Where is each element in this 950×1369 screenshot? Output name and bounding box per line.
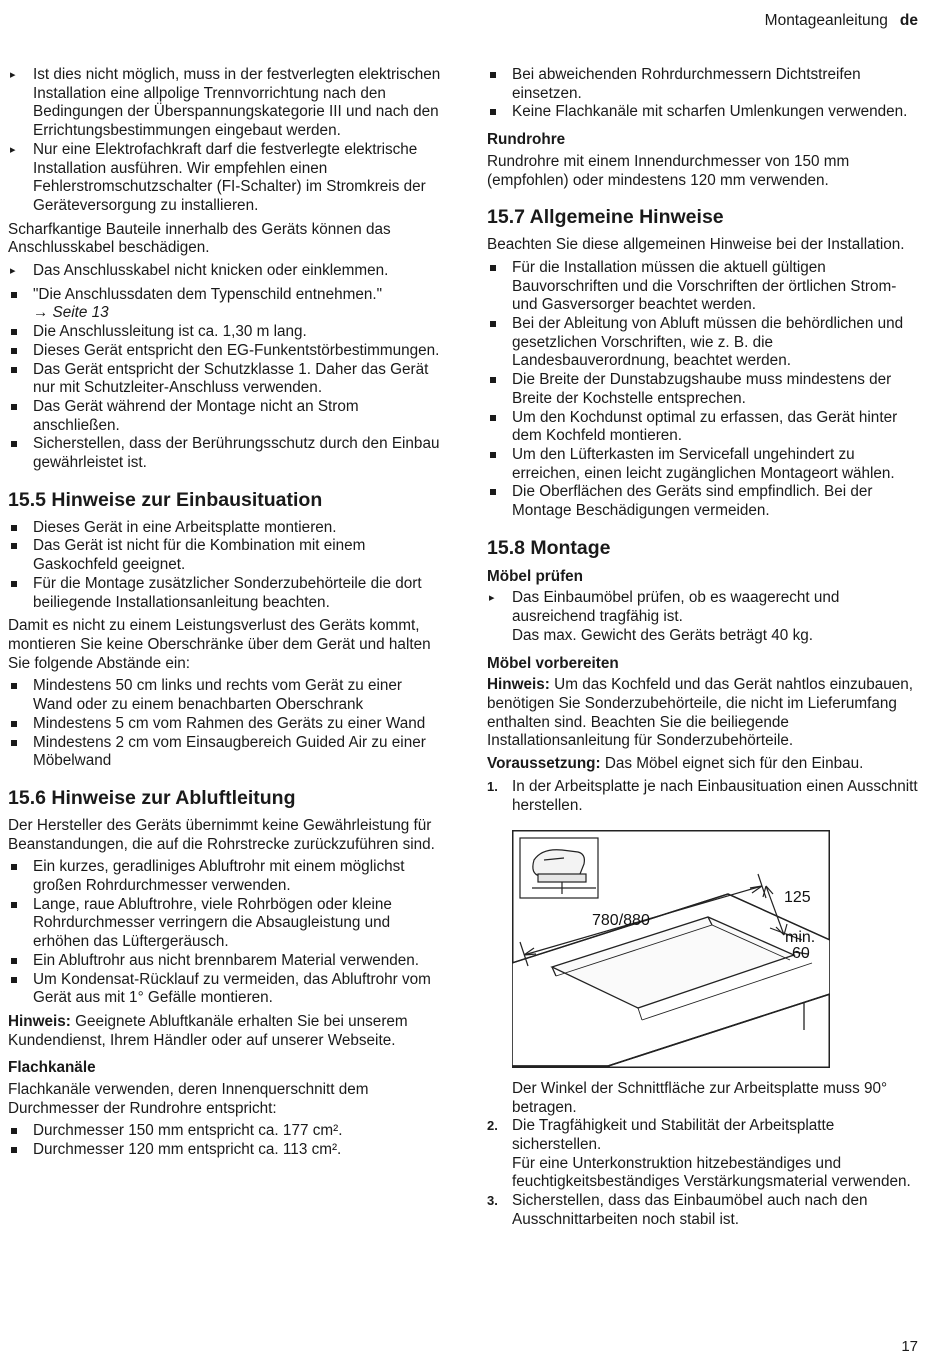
header-language: de xyxy=(899,12,918,29)
instruction-list xyxy=(487,589,921,645)
list-item-text: "Die Anschlussdaten dem Typenschild entnehmen." xyxy=(33,285,383,303)
prerequisite xyxy=(487,755,921,774)
list-item: Für die Installation müssen die aktuell gültigen Bauvorschriften und die Vorschriften der örtlichen Strom- und Gasversorger beachtet werden. xyxy=(487,259,921,315)
paragraph: Flachkanäle verwenden, deren Innenquerschnitt dem Durchmesser der Rundrohre entspricht: xyxy=(8,1081,369,1117)
list-item: Ein Abluftrohr aus nicht brennbarem Material verwenden. xyxy=(8,952,442,971)
list-item: Keine Flachkanäle mit scharfen Umlenkungen verwenden. xyxy=(487,103,921,122)
step-subtext: Für eine Unterkonstruktion hitzebeständiges und feuchtigkeitsbeständiges Verstärkungsmaterial verwenden. xyxy=(512,1154,911,1191)
bullet-list xyxy=(8,677,442,771)
list-item: Die Breite der Dunstabzugshaube muss mindestens der Breite der Kochstelle entsprechen. xyxy=(487,371,921,408)
list-item: Dieses Gerät in eine Arbeitsplatte montieren. xyxy=(8,519,442,538)
step-item xyxy=(487,1192,921,1229)
instruction-list xyxy=(8,66,442,216)
hint-paragraph xyxy=(8,1013,442,1050)
min-value-label: 60 xyxy=(792,945,810,963)
list-item: Bei abweichenden Rohrdurchmessern Dichtstreifen einsetzen. xyxy=(487,66,921,103)
section-heading-15-7: 15.7 Allgemeine Hinweise xyxy=(487,206,724,229)
subheading-flachkanaele: Flachkanäle xyxy=(8,1059,96,1077)
step-number: 3. xyxy=(487,1193,498,1209)
list-item: Um Kondensat-Rücklauf zu vermeiden, das Abluftrohr vom Gerät aus mit 1° Gefälle montieren. xyxy=(8,971,442,1008)
bullet-list xyxy=(8,858,442,1008)
hint-label: Hinweis: xyxy=(8,1012,71,1030)
bullet-list xyxy=(8,519,442,613)
header-title: Montageanleitung xyxy=(764,12,888,29)
instruction-list xyxy=(8,262,442,281)
section-heading-15-6: 15.6 Hinweise zur Abluftleitung xyxy=(8,786,296,809)
right-column xyxy=(487,66,921,1235)
list-item: Bei der Ableitung von Abluft müssen die behördlichen und gesetzlichen Vorschriften, wie z. B. die Landesbauverordnung, beachtet werden. xyxy=(487,315,921,371)
instruction-text: Das Einbaumöbel prüfen, ob es waagerecht und ausreichend tragfähig ist. xyxy=(512,589,840,626)
step-item xyxy=(487,778,921,815)
list-item: Die Oberflächen des Geräts sind empfindlich. Bei der Montage Beschädigungen vermeiden. xyxy=(487,483,921,520)
list-item: Durchmesser 120 mm entspricht ca. 113 cm². xyxy=(8,1141,442,1160)
page-reference-link[interactable]: → Seite 13 xyxy=(33,304,109,322)
min-label: min. xyxy=(785,929,816,947)
step-number: 2. xyxy=(487,1118,498,1134)
list-item: Mindestens 50 cm links und rechts vom Gerät zu einer Wand oder zu einem benachbarten Oberschrank xyxy=(8,677,442,714)
page-number: 17 xyxy=(901,1338,918,1356)
cutout-diagram xyxy=(512,830,830,1068)
hint-text: Um das Kochfeld und das Gerät nahtlos einzubauen, benötigen Sie Sonderzubehörteile, die nicht im Lieferumfang enthalten sind. Beachten Sie die beiliegende Installationsanleitung für Sonderzubehörteile. xyxy=(487,676,914,750)
section-heading-15-5: 15.5 Hinweise zur Einbausituation xyxy=(8,488,323,511)
depth-label: 125 xyxy=(784,889,811,907)
instruction-item: ▸ Ist dies nicht möglich, muss in der festverlegten elektrischen Installation eine allpolige Trennvorrichtung nach den Bedingungen der Überspannungskategorie III und nach den Errichtungsbestimmungen eingebaut werden. xyxy=(8,66,442,141)
numbered-steps xyxy=(487,1080,921,1230)
hint-label: Hinweis: xyxy=(487,676,550,694)
left-column xyxy=(8,66,442,1165)
numbered-steps xyxy=(487,778,921,815)
jigsaw-icon xyxy=(520,838,598,898)
paragraph: Damit es nicht zu einem Leistungsverlust des Geräts kommt, montieren Sie keine Oberschränke über dem Gerät und halten Sie folgende Abstände ein: xyxy=(8,617,431,672)
step-text: In der Arbeitsplatte je nach Einbausituation einen Ausschnitt herstellen. xyxy=(512,777,918,814)
subheading-moebel-vorbereiten: Möbel vorbereiten xyxy=(487,654,619,672)
list-item: Die Anschlussleitung ist ca. 1,30 m lang. xyxy=(8,323,442,342)
bullet-list xyxy=(8,286,442,473)
bullet-list xyxy=(487,66,921,122)
bullet-list xyxy=(487,259,921,521)
instruction-result: Das max. Gewicht des Geräts beträgt 40 kg. xyxy=(512,626,813,644)
list-item: Das Gerät während der Montage nicht an Strom anschließen. xyxy=(8,398,442,435)
list-item: Für die Montage zusätzlicher Sonderzubehörteile die dort beiliegende Installationsanleitung beachten. xyxy=(8,575,442,612)
paragraph: Beachten Sie diese allgemeinen Hinweise bei der Installation. xyxy=(487,236,905,254)
step-text: Die Tragfähigkeit und Stabilität der Arbeitsplatte sicherstellen. xyxy=(512,1117,835,1154)
list-item: Das Gerät ist nicht für die Kombination mit einem Gaskochfeld geeignet. xyxy=(8,537,442,574)
list-item: Um den Lüfterkasten im Servicefall ungehindert zu erreichen, einen leicht zugänglichen Montageort wählen. xyxy=(487,446,921,483)
subheading-rundrohre: Rundrohre xyxy=(487,131,566,149)
hint-paragraph xyxy=(487,676,921,751)
paragraph: Der Hersteller des Geräts übernimmt keine Gewährleistung für Beanstandungen, die auf die Rohrstrecke zurückzuführen sind. xyxy=(8,816,435,853)
list-item xyxy=(8,286,442,323)
list-item: Lange, raue Abluftrohre, viele Rohrbögen oder kleine Rohrdurchmesser verringern die Absaugleistung und erhöhen das Lüftergeräusch. xyxy=(8,896,442,952)
bullet-list xyxy=(8,1122,442,1159)
instruction-item: ▸ Das Anschlusskabel nicht knicken oder einklemmen. xyxy=(8,262,442,281)
width-label: 780/880 xyxy=(592,912,650,930)
list-item: Mindestens 2 cm vom Einsaugbereich Guided Air zu einer Möbelwand xyxy=(8,734,442,771)
section-heading-15-8: 15.8 Montage xyxy=(487,536,611,559)
step-item xyxy=(487,1117,921,1192)
warning-text: Scharfkantige Bauteile innerhalb des Geräts können das Anschlusskabel beschädigen. xyxy=(8,220,391,257)
prerequisite-label: Voraussetzung: xyxy=(487,755,601,773)
hint-text: Geeignete Abluftkanäle erhalten Sie bei unserem Kundendienst, Ihrem Händler oder auf unserer Webseite. xyxy=(8,1012,408,1049)
list-item: Das Gerät entspricht der Schutzklasse 1. Daher das Gerät nur mit Schutzleiter-Anschluss verwenden. xyxy=(8,361,442,398)
page-header xyxy=(765,12,918,31)
list-item: Ein kurzes, geradliniges Abluftrohr mit einem möglichst großen Rohrdurchmesser verwenden. xyxy=(8,858,442,895)
step-text: Sicherstellen, dass das Einbaumöbel auch nach den Ausschnittarbeiten noch stabil ist. xyxy=(512,1192,868,1228)
list-item: Dieses Gerät entspricht den EG-Funkentstörbestimmungen. xyxy=(8,342,442,361)
instruction-item xyxy=(487,589,921,645)
subheading-moebel-pruefen: Möbel prüfen xyxy=(487,567,584,585)
step-number: 1. xyxy=(487,778,498,794)
instruction-item: ▸ Nur eine Elektrofachkraft darf die festverlegte elektrische Installation ausführen. Wir empfehlen einen Fehlerstromschutzschalter (FI-Schalter) im Stromkreis der Geräteversorgung zu installieren. xyxy=(8,141,442,216)
prerequisite-text: Das Möbel eignet sich für den Einbau. xyxy=(600,755,864,773)
step-note: Der Winkel der Schnittfläche zur Arbeitsplatte muss 90° betragen. xyxy=(512,1079,888,1116)
list-item: Sicherstellen, dass der Berührungsschutz durch den Einbau gewährleistet ist. xyxy=(8,435,442,472)
list-item: Mindestens 5 cm vom Rahmen des Geräts zu einer Wand xyxy=(8,715,442,734)
paragraph: Rundrohre mit einem Innendurchmesser von 150 mm (empfohlen) oder mindestens 120 mm verwenden. xyxy=(487,152,850,189)
list-item: Um den Kochdunst optimal zu erfassen, das Gerät hinter dem Kochfeld montieren. xyxy=(487,409,921,446)
list-item: Durchmesser 150 mm entspricht ca. 177 cm². xyxy=(8,1122,442,1141)
